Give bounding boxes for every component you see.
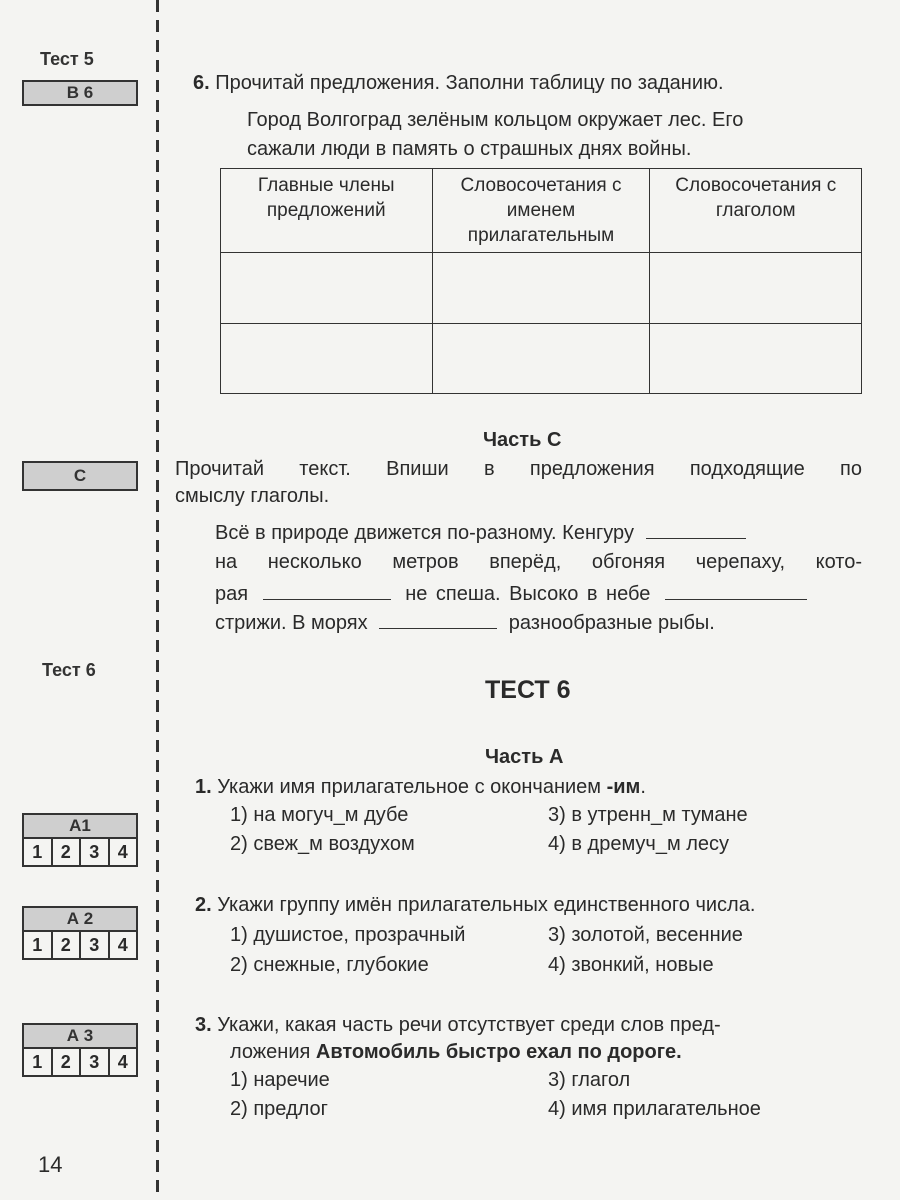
option[interactable]: 4) имя прилагательное [548,1098,761,1120]
option[interactable]: 1) душистое, прозрачный [230,924,466,946]
answer-option[interactable]: 4 [117,1052,128,1072]
task-text: Прочитай предложения. Заполни таблицу по заданию. [215,72,724,94]
margin-test6-label: Тест 6 [42,660,96,680]
answer-option[interactable]: 1 [24,839,53,865]
question-number: 2. [195,894,212,916]
partc-title: Часть С [483,429,562,451]
question-text-tail: . [640,776,646,798]
task-number: 6. [193,72,210,94]
question-text: Укажи группу имён прилагательных единственного числа. [217,894,756,916]
partc-line4 [215,610,715,635]
partc-instruction-line2: смыслу глаголы. [175,485,330,507]
answer-option[interactable]: 4 [117,935,128,955]
answer-option[interactable]: 4 [117,842,128,862]
answer-blank[interactable] [646,520,746,539]
partc-line2: на несколько метров вперёд, обгоняя черепаху, кото- [215,551,862,573]
text: не спеша. Высоко в небе [405,583,651,605]
option[interactable]: 3) глагол [548,1069,631,1091]
answer-blank[interactable] [665,581,807,600]
question-emphasis: Автомобиль быстро ехал по дороге. [315,1041,682,1063]
task6-table [220,168,862,394]
option[interactable]: 4) в дремуч_м лесу [548,833,730,855]
answer-box-a1-options[interactable] [22,839,138,867]
question-emphasis: -им [606,776,641,798]
question-text: ложения [230,1041,316,1063]
partc-line1 [215,520,746,545]
test6-part-title: Часть А [485,746,564,768]
option[interactable]: 2) свеж_м воздухом [230,833,415,855]
question-3-line2 [230,1040,682,1064]
question-number: 1. [195,776,212,798]
text: Всё в природе движется по-разному. Кенгуру [215,522,634,544]
option[interactable]: 4) звонкий, новые [548,954,714,976]
question-text: Укажи имя прилагательное с окончанием [217,776,607,798]
question-number: 3. [195,1014,212,1036]
answer-box-a2-header: А 2 [22,906,138,932]
question-text: Укажи, какая часть речи отсутствует среди слов пред- [217,1014,721,1036]
text: стрижи. В морях [215,612,368,634]
answer-box-a3-options[interactable] [22,1049,138,1077]
answer-option[interactable]: 1 [24,1049,53,1075]
table-cell[interactable] [432,324,650,394]
option[interactable]: 3) в утренн_м тумане [548,804,748,826]
answer-option[interactable]: 2 [53,1049,82,1075]
table-header: Главные члены предложений [221,169,433,253]
answer-option[interactable]: 2 [53,839,82,865]
question-3 [195,1013,721,1037]
answer-box-a3-header: А 3 [22,1023,138,1049]
answer-option[interactable]: 1 [24,932,53,958]
answer-option[interactable]: 3 [81,932,110,958]
answer-box-a2-options[interactable] [22,932,138,960]
option[interactable]: 2) предлог [230,1098,328,1120]
task6-instruction [193,71,724,95]
answer-blank[interactable] [379,610,497,629]
answer-option[interactable]: 3 [81,839,110,865]
page-number: 14 [38,1152,63,1177]
text: рая [215,583,249,605]
table-cell[interactable] [432,253,650,324]
table-cell[interactable] [650,253,862,324]
task6-text-line2: сажали люди в память о страшных днях войны. [247,138,692,160]
table-cell[interactable] [221,253,433,324]
margin-b6-box: В 6 [22,80,138,106]
margin-c-box: С [22,461,138,491]
margin-test5-label: Тест 5 [40,49,94,69]
cut-line [156,0,159,1200]
option[interactable]: 3) золотой, весенние [548,924,743,946]
answer-option[interactable]: 3 [81,1049,110,1075]
table-header: Словосочетания с глаголом [650,169,862,253]
table-cell[interactable] [221,324,433,394]
option[interactable]: 1) на могуч_м дубе [230,804,409,826]
table-header: Словосочетания с именем прилагательным [432,169,650,253]
option[interactable]: 1) наречие [230,1069,330,1091]
answer-box-a1-header: А1 [22,813,138,839]
text: разнообразные рыбы. [508,612,715,634]
answer-option[interactable]: 2 [53,932,82,958]
table-cell[interactable] [650,324,862,394]
question-1 [195,775,646,799]
option[interactable]: 2) снежные, глубокие [230,954,429,976]
test6-title: ТЕСТ 6 [485,676,571,704]
partc-instruction-line1: Прочитай текст. Впиши в предложения подходящие по [175,458,862,480]
answer-blank[interactable] [263,581,391,600]
partc-line3 [215,581,807,606]
task6-text-line1: Город Волгоград зелёным кольцом окружает лес. Его [247,109,744,131]
question-2 [195,893,755,917]
